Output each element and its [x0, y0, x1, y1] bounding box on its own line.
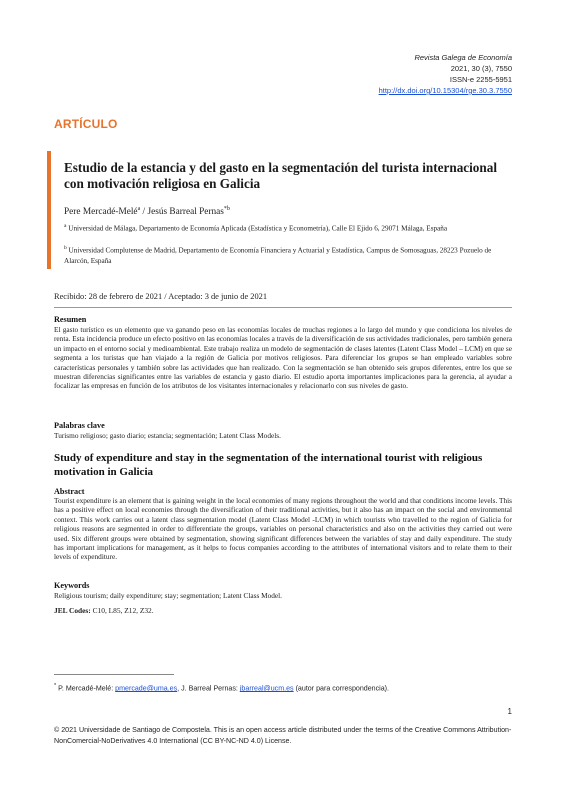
jel-values: C10, L85, Z12, Z32. — [92, 606, 154, 615]
title-accent-bar — [47, 151, 51, 269]
divider — [54, 307, 512, 308]
article-title-en: Study of expenditure and stay in the segmentation of the international tourist with religious motivation in Galicia — [54, 452, 483, 478]
affiliation-b-text: Universidad Complutense de Madrid, Departamento de Economía Financiera y Actuarial y Estadística, Campus de Somosaguas, 28223 Pozuelo de Alarcón, España — [64, 246, 492, 265]
palabras-text: Turismo religioso; gasto diario; estancia; segmentación; Latent Class Models. — [54, 431, 281, 440]
affiliation-a-mark: a — [64, 223, 67, 229]
keywords-heading: Keywords — [54, 581, 90, 590]
footnote — [54, 683, 389, 692]
doi-link[interactable]: http://dx.doi.org/10.15304/rge.30.3.7550 — [378, 86, 512, 95]
page-number: 1 — [507, 707, 512, 716]
footnote-part-3: (autor para correspondencia). — [293, 684, 390, 693]
email-link-1[interactable]: pmercade@uma.es — [115, 684, 178, 693]
jel-codes — [54, 606, 154, 615]
footnote-part-1: P. Mercadé-Melé: — [56, 684, 116, 693]
affiliation-a-text: Universidad de Málaga, Departamento de Economía Aplicada (Estadística y Econometría), Calle El Ejido 6, 29071 Málaga, España — [68, 224, 448, 233]
author-2: Jesús Barreal Pernas — [147, 207, 224, 218]
author-1: Pere Mercadé-Melé — [64, 207, 138, 218]
palabras-heading: Palabras clave — [54, 421, 105, 430]
abstract-heading: Abstract — [54, 487, 85, 496]
resumen-heading: Resumen — [54, 315, 87, 324]
received-date: Recibido: 28 de febrero de 2021 / Aceptado: 3 de junio de 2021 — [54, 292, 268, 301]
abstract-text: Tourist expenditure is an element that is gaining weight in the local economies of many regions throughout the world and that conditions income levels. This has a positive effect on local economies through the diversification of their traditional activities, but it also has an impact on the social and environmental context. This work carries out a latent class segmentation model (Latent Class Model -LCM) in which tourists who travelled to the region of Galicia for religious reasons are segmented in order to differentiate the groups, variables on personal characteristics and also on the activities they carried out were used. Six different groups were obtained by segmentation, showing significant differences between the variables of stay and daily expenditure. The study has important implications for management, as it helps to focus companies according to the attributes of international visitors and to relate them to their levels of expenditure. — [54, 496, 512, 562]
journal-volume: 2021, 30 (3), 7550 — [450, 64, 512, 73]
footnote-rule — [54, 674, 174, 675]
jel-label: JEL Codes: — [54, 606, 91, 615]
affiliation-b — [64, 243, 514, 266]
article-title-es: Estudio de la estancia y del gasto en la segmentación del turista internacional con motivación religiosa en Galicia — [64, 160, 497, 191]
footnote-mark: * — [54, 683, 57, 689]
author-separator: / — [140, 207, 148, 218]
affiliation-b-mark: b — [64, 245, 67, 251]
email-link-2[interactable]: jbarreal@ucm.es — [239, 684, 294, 693]
author-2-mark: *b — [223, 206, 230, 212]
section-label: ARTÍCULO — [54, 117, 118, 131]
license-text: © 2021 Universidade de Santiago de Compostela. This is an open access article distributed under the terms of the Creative Commons Attribution-NonComercial-NoDerivatives 4.0 International (CC BY-NC-ND 4.0) License. — [54, 726, 512, 745]
journal-issn: ISSN-e 2255-5951 — [449, 75, 512, 84]
journal-name: Revista Galega de Economía — [414, 53, 512, 62]
author-1-mark: a — [137, 206, 141, 212]
keywords-text: Religious tourism; daily expenditure; stay; segmentation; Latent Class Model. — [54, 591, 282, 600]
footnote-part-2: , J. Barreal Pernas: — [177, 684, 240, 693]
affiliation-a — [64, 221, 514, 234]
journal-info — [379, 52, 512, 96]
author-line — [64, 206, 230, 217]
resumen-text: El gasto turístico es un elemento que va ganando peso en las economías locales de muchas regiones a lo largo del mundo y que condiciona los niveles de renta. Esta incidencia produce un efecto positivo en las economías locales a través de la diversificación de sus actividades tradicionales, pero también genera un impacto en el entorno social y medioambiental. Este trabajo realiza un modelo de segmentación de clases latentes (Latent Class Model – LCM) en que se segmenta a los turistas que han viajado a la región de Galicia por motivos religiosos. Para diferenciar los grupos se han empleado variables sobre características personales y también sobre las actividades que han realizado. Con la segmentación se han obtenido seis grupos diferentes, entre los que se muestran diferencias significantes entre las variables de estancia y gasto diario. El estudio aporta importantes implicaciones para la gerencia, al ayudar a focalizar las empresas en función de los atributos de los visitantes internacionales y relacionarlo con sus niveles de gasto. — [54, 325, 512, 391]
